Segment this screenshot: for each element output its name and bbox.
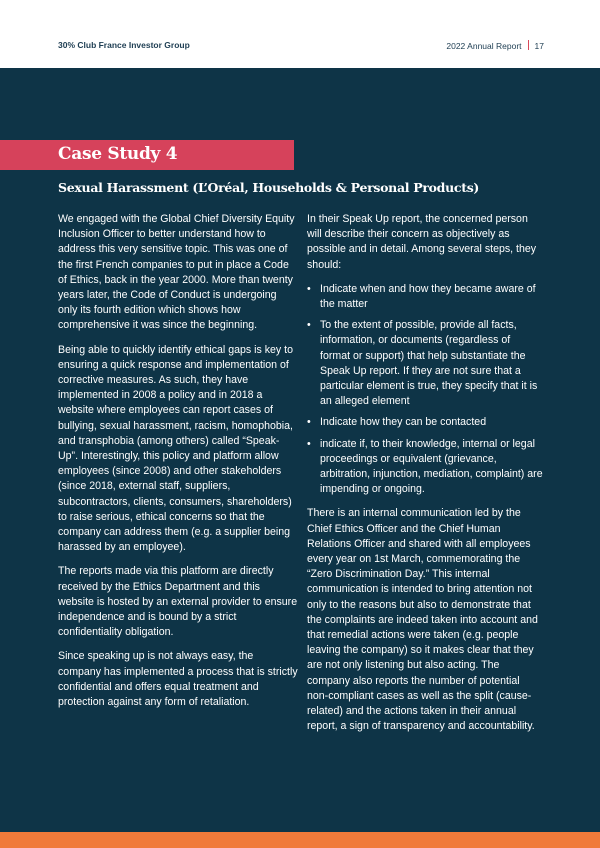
left-column [58,212,298,719]
list-item: • Indicate how they can be contacted [307,415,543,430]
header-divider [528,40,529,50]
paragraph: In their Speak Up report, the concerned person will describe their concern as objectively as possible and in detail. Among several steps, they should: [307,213,537,271]
report-title: 2022 Annual Report [446,41,522,51]
footer-stripe [0,832,600,848]
bullet-list [307,282,543,498]
case-study-subtitle: Sexual Harassment (L’Oréal, Households & Personal Products) [58,180,480,195]
case-study-title: Case Study 4 [58,144,178,164]
org-name: 30% Club France Investor Group [58,40,190,50]
page-number: 17 [534,41,544,51]
paragraph: The reports made via this platform are directly received by the Ethics Department and this website is hosted by an external provider to ensure independence and is bound by a strict confidentiality obligation. [58,565,298,639]
paragraph: Being able to quickly identify ethical gaps is key to ensuring a quick response and implementation of corrective measures. As such, they have implemented in 2008 a policy and in 2018 a website where employees can report cases of bullying, sexual harassment, racism, homophobia, and transphobia (among others) called “Speak-Up”. Interestingly, this policy and platform allow employees (since 2008) and other stakeholders (since 2018, external staff, suppliers, subcontractors, clients, consumers, shareholders) to raise serious, ethical concerns so that the company can address them (e.g. a supplier being harassed by an employee). [58,343,293,554]
list-item: • Indicate when and how they became aware of the matter [307,282,543,312]
report-info [446,40,544,51]
right-column [307,212,543,744]
paragraph: Since speaking up is not always easy, the company has implemented a process that is strictly confidential and offers equal treatment and protection against any form of retaliation. [58,650,298,709]
paragraph: There is an internal communication led by the Chief Ethics Officer and the Chief Human Relations Officer and shared with all employees every year on 1st March, commemorating the “Zero Discrimination Day.” This internal communication is intended to bring attention not only to the reasons but also to demonstrate that the complaints are indeed taken into account and that remedial actions were taken (e.g. people leaving the company) so it makes clear that they are not only listening but also acting. The company also reports the number of potential non-compliant cases as well as the split (cause-related) and the actions taken in their annual report, a sign of transparency and accountability. [307,507,538,733]
list-item: • To the extent of possible, provide all facts, information, or documents (regardless of format or support) that help substantiate the Speak Up report. If they are not sure that a particular element is true, they specify that it is an alleged element [307,318,543,409]
paragraph: We engaged with the Global Chief Diversity Equity Inclusion Officer to better understand how to address this very sensitive topic. This was one of the first French companies to put in place a Code of Ethics, back in the year 2000. More than twenty years later, the Code of Conduct is undergoing only its fourth edition which shows how comprehensive it was since the beginning. [58,213,295,332]
list-item: • indicate if, to their knowledge, internal or legal proceedings or equivalent (grievance, arbitration, injunction, mediation, complaint) are impending or ongoing. [307,437,543,498]
page-header [0,0,600,68]
